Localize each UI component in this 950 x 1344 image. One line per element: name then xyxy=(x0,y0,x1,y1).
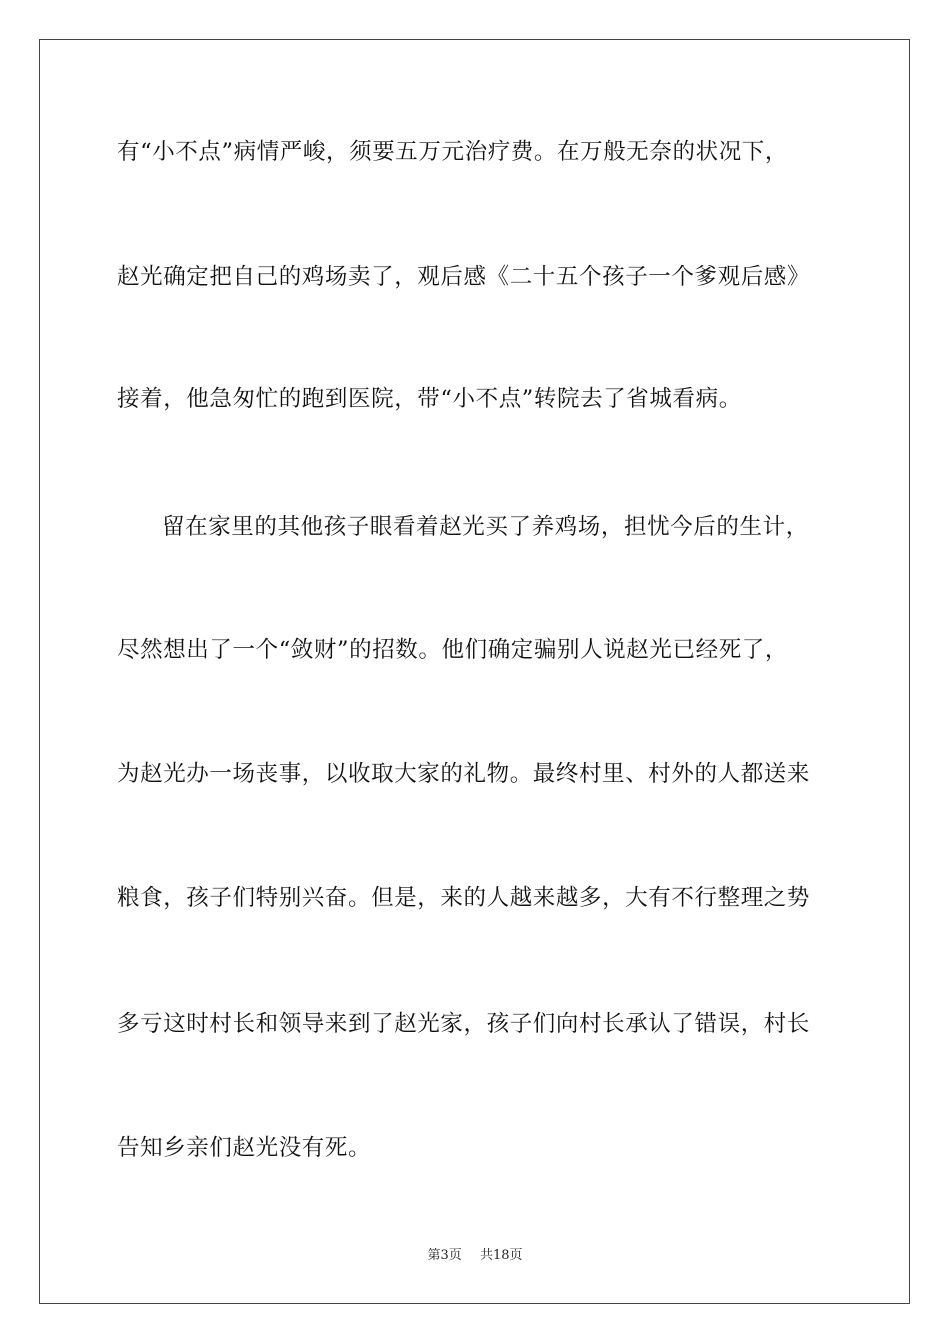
text-line: 有“小不点”病情严峻，须要五万元治疗费。在万般无奈的状况下， xyxy=(117,139,789,165)
page-number: 第3页 xyxy=(427,1248,462,1263)
page-border xyxy=(39,39,910,1304)
page-footer xyxy=(0,1247,950,1265)
text-line: 多亏这时村长和领导来到了赵光家，孩子们向村长承认了错误，村长 xyxy=(117,1011,811,1037)
text-line: 尽然想出了一个“敛财”的招数。他们确定骗别人说赵光已经死了， xyxy=(117,637,789,663)
text-line: 接着，他急匆忙的跑到医院，带“小不点”转院去了省城看病。 xyxy=(117,386,742,412)
text-line: 粮食，孩子们特别兴奋。但是，来的人越来越多，大有不行整理之势 xyxy=(117,885,811,911)
text-line: 赵光确定把自己的鸡场卖了，观后感《二十五个孩子一个爹观后感》 xyxy=(117,264,811,290)
page-total: 共18页 xyxy=(479,1248,523,1263)
text-line: 为赵光办一场丧事，以收取大家的礼物。最终村里、村外的人都送来 xyxy=(117,761,811,787)
text-line: 告知乡亲们赵光没有死。 xyxy=(117,1135,372,1161)
paragraph-start-line: 留在家里的其他孩子眼看着赵光买了养鸡场，担忧今后的生计， xyxy=(162,514,809,540)
